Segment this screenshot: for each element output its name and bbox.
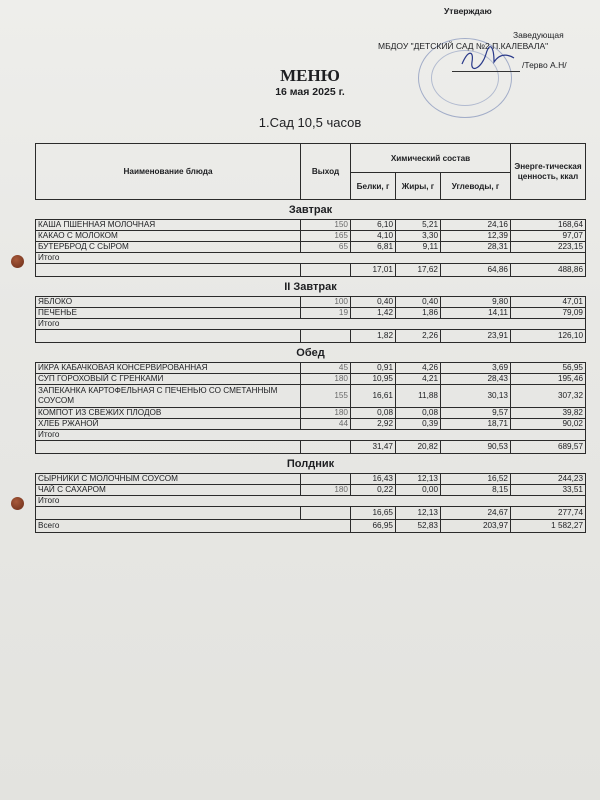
total-label-row [36,253,586,264]
dish-protein: 0,22 [351,485,396,496]
dish-energy: 307,32 [511,385,586,408]
dish-output: 165 [301,231,351,242]
dish-name: СУП ГОРОХОВЫЙ С ГРЕНКАМИ [36,374,301,385]
dish-energy: 56,95 [511,363,586,374]
dish-protein: 4,10 [351,231,396,242]
total-blank [301,330,351,343]
total-label-row [36,319,586,330]
total-blank [301,264,351,277]
total-row [36,441,586,454]
col-chem-header: Химический состав [351,144,511,173]
dish-row [36,408,586,419]
total-protein: 1,82 [351,330,396,343]
col-name-header: Наименование блюда [36,144,301,200]
dish-name: ЧАЙ С САХАРОМ [36,485,301,496]
total-blank [301,441,351,454]
dish-name: КАША ПШЕННАЯ МОЛОЧНАЯ [36,220,301,231]
dish-protein: 1,42 [351,308,396,319]
total-carbs: 64,86 [441,264,511,277]
dish-protein: 6,10 [351,220,396,231]
dish-fat: 4,26 [396,363,441,374]
menu-group: 1.Сад 10,5 часов [258,115,362,130]
col-protein-header: Белки, г [351,173,396,200]
total-carbs: 24,67 [441,507,511,520]
dish-row [36,374,586,385]
dish-carbs: 3,69 [441,363,511,374]
dish-fat: 9,11 [396,242,441,253]
dish-row [36,474,586,485]
dish-energy: 97,07 [511,231,586,242]
dish-row [36,385,586,408]
dish-output: 44 [301,419,351,430]
dish-output: 180 [301,485,351,496]
total-label: Итого [36,430,586,441]
dish-fat: 4,21 [396,374,441,385]
col-energy-header: Энерге-тическая ценность, ккал [511,144,586,200]
total-fat: 2,26 [396,330,441,343]
dish-fat: 3,30 [396,231,441,242]
dish-carbs: 30,13 [441,385,511,408]
total-blank [36,330,301,343]
grand-total-protein: 66,95 [351,520,396,533]
dish-name: БУТЕРБРОД С СЫРОМ [36,242,301,253]
dish-fat: 1,86 [396,308,441,319]
total-energy: 488,86 [511,264,586,277]
dish-protein: 0,08 [351,408,396,419]
col-output-header: Выход [301,144,351,200]
approval-role: Заведующая [513,30,564,40]
grand-total-energy: 1 582,27 [511,520,586,533]
dish-carbs: 8,15 [441,485,511,496]
total-carbs: 23,91 [441,330,511,343]
page-title: МЕНЮ [280,66,340,85]
total-blank [36,507,301,520]
dish-name: СЫРНИКИ С МОЛОЧНЫМ СОУСОМ [36,474,301,485]
dish-carbs: 9,80 [441,297,511,308]
grand-total-carbs: 203,97 [441,520,511,533]
dish-name: ЗАПЕКАНКА КАРТОФЕЛЬНАЯ С ПЕЧЕНЬЮ СО СМЕТАННЫМ СОУСОМ [36,385,301,408]
col-fat-header: Жиры, г [396,173,441,200]
section-title: Обед [36,343,586,363]
menu-table [35,143,586,533]
dish-row [36,220,586,231]
dish-carbs: 28,31 [441,242,511,253]
dish-name: ПЕЧЕНЬЕ [36,308,301,319]
dish-energy: 79,09 [511,308,586,319]
dish-protein: 16,43 [351,474,396,485]
section-header [36,277,586,297]
total-carbs: 90,53 [441,441,511,454]
dish-carbs: 9,57 [441,408,511,419]
dish-fat: 11,88 [396,385,441,408]
dish-name: КОМПОТ ИЗ СВЕЖИХ ПЛОДОВ [36,408,301,419]
dish-protein: 6,81 [351,242,396,253]
dish-energy: 33,51 [511,485,586,496]
dish-energy: 39,82 [511,408,586,419]
dish-carbs: 16,52 [441,474,511,485]
grand-total-row [36,520,586,533]
section-header [36,200,586,220]
dish-protein: 0,40 [351,297,396,308]
total-row [36,330,586,343]
dish-output: 45 [301,363,351,374]
dish-energy: 244,23 [511,474,586,485]
dish-name: ЯБЛОКО [36,297,301,308]
approval-name: /Терво А.Н/ [522,60,567,70]
dish-name: КАКАО С МОЛОКОМ [36,231,301,242]
dish-carbs: 24,16 [441,220,511,231]
dish-output: 19 [301,308,351,319]
section-title: Завтрак [36,200,586,220]
dish-output: 180 [301,408,351,419]
total-protein: 16,65 [351,507,396,520]
dish-protein: 10,95 [351,374,396,385]
total-energy: 126,10 [511,330,586,343]
dish-protein: 0,91 [351,363,396,374]
total-label: Итого [36,496,586,507]
total-fat: 12,13 [396,507,441,520]
total-blank [36,264,301,277]
dish-name: ИКРА КАБАЧКОВАЯ КОНСЕРВИРОВАННАЯ [36,363,301,374]
dish-output: 100 [301,297,351,308]
menu-date: 16 мая 2025 г. [275,86,345,98]
dish-row [36,231,586,242]
dish-row [36,485,586,496]
section-title: Полдник [36,454,586,474]
dish-fat: 0,40 [396,297,441,308]
dish-carbs: 28,43 [441,374,511,385]
section-header [36,343,586,363]
dish-energy: 195,46 [511,374,586,385]
total-blank [301,507,351,520]
dish-row [36,242,586,253]
dish-energy: 168,64 [511,220,586,231]
menu-table-body [36,200,586,533]
total-blank [36,441,301,454]
dish-fat: 12,13 [396,474,441,485]
total-label-row [36,430,586,441]
total-protein: 17,01 [351,264,396,277]
grand-total-fat: 52,83 [396,520,441,533]
dish-protein: 16,61 [351,385,396,408]
dish-output: 65 [301,242,351,253]
dish-row [36,419,586,430]
dish-carbs: 14,11 [441,308,511,319]
dish-energy: 47,01 [511,297,586,308]
dish-energy: 90,02 [511,419,586,430]
section-header [36,454,586,474]
binder-hole [11,497,24,510]
approval-organization: МБДОУ "ДЕТСКИЙ САД №2 П.КАЛЕВАЛА" [378,41,549,51]
total-energy: 277,74 [511,507,586,520]
section-title: II Завтрак [36,277,586,297]
total-row [36,507,586,520]
total-row [36,264,586,277]
total-protein: 31,47 [351,441,396,454]
dish-fat: 0,00 [396,485,441,496]
total-energy: 689,57 [511,441,586,454]
total-label: Итого [36,253,586,264]
dish-fat: 5,21 [396,220,441,231]
total-fat: 17,62 [396,264,441,277]
dish-carbs: 18,71 [441,419,511,430]
dish-name: ХЛЕБ РЖАНОЙ [36,419,301,430]
total-label-row [36,496,586,507]
dish-output [301,474,351,485]
dish-protein: 2,92 [351,419,396,430]
dish-row [36,308,586,319]
grand-total-label: Всего [36,520,351,533]
total-fat: 20,82 [396,441,441,454]
dish-output: 155 [301,385,351,408]
dish-fat: 0,39 [396,419,441,430]
dish-carbs: 12,39 [441,231,511,242]
col-carbs-header: Углеводы, г [441,173,511,200]
dish-output: 180 [301,374,351,385]
binder-hole [11,255,24,268]
approval-title: Утверждаю [444,6,492,16]
dish-fat: 0,08 [396,408,441,419]
dish-energy: 223,15 [511,242,586,253]
dish-row [36,297,586,308]
dish-output: 150 [301,220,351,231]
dish-row [36,363,586,374]
total-label: Итого [36,319,586,330]
